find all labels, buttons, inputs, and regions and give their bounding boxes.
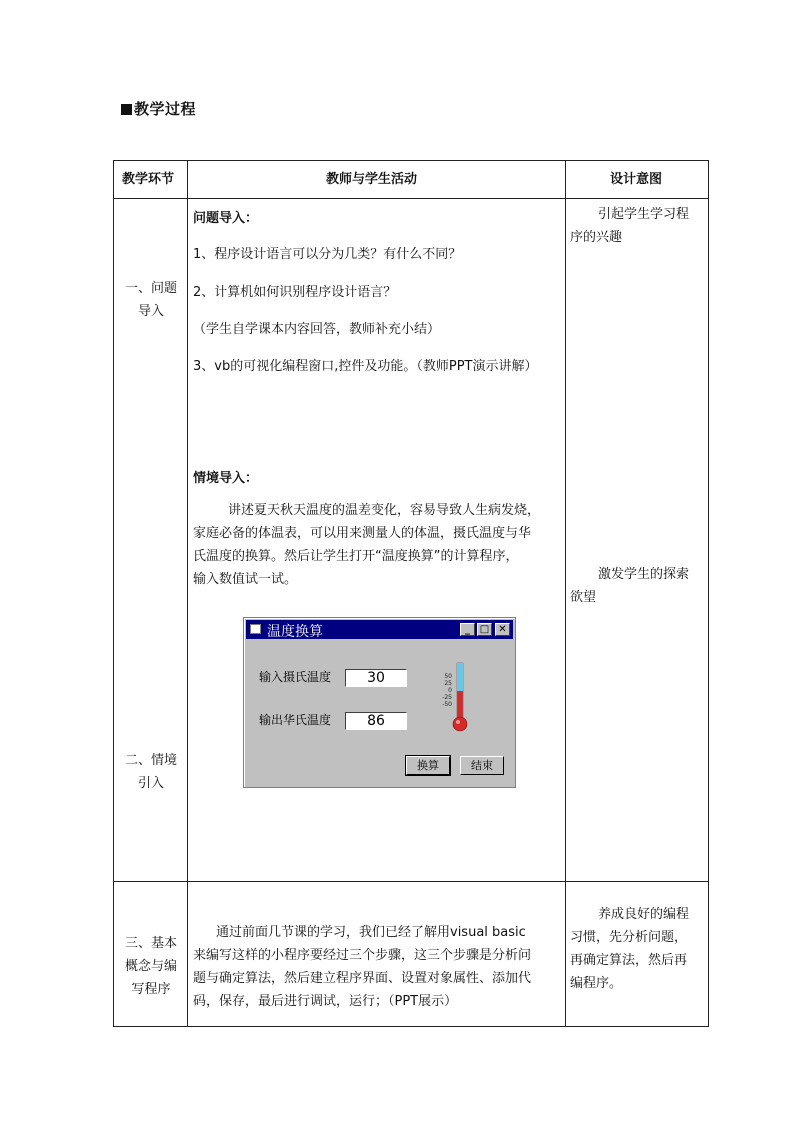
stage-3: 三、基本 概念与编 写程序 — [124, 936, 177, 997]
intent-2: 激发学生的探索 欲望 — [570, 567, 690, 605]
app-icon — [250, 624, 261, 634]
end-button[interactable]: 结束 — [460, 756, 504, 775]
square-bullet-icon — [121, 104, 132, 115]
lesson-table — [113, 160, 709, 1027]
convert-button[interactable]: 换算 — [406, 756, 450, 775]
row-divider — [114, 198, 708, 199]
thermometer-icon — [452, 662, 468, 734]
question-1: 1、程序设计语言可以分为几类？有什么不同？ — [193, 247, 462, 262]
fahrenheit-label: 输出华氏温度 — [259, 713, 332, 727]
stage-2: 二、情境 引入 — [124, 753, 177, 791]
section-heading: 教学过程 — [121, 98, 196, 119]
header-intent: 设计意图 — [610, 172, 663, 187]
celsius-label: 输入摄氏温度 — [259, 670, 332, 684]
concept-paragraph: 通过前面几节课的学习，我们已经了解用visual basic 来编写这样的小程序要经过三个步骤，这三个步骤是分析问 题与确定算法，然后建立程序界面、设置对象属性、添加代 码，保存，最后进行调试，运行；（PPT展示） — [193, 925, 532, 1009]
thermometer-scale: 50 25 0 -25 -50 — [442, 673, 452, 708]
header-stage: 教学环节 — [122, 172, 175, 187]
minimize-icon[interactable]: _ — [460, 623, 475, 636]
intent-3: 养成良好的编程 习惯，先分析问题， 再确定算法，然后再 编程序。 — [570, 907, 690, 991]
window-title: 温度换算 — [267, 624, 323, 640]
row-divider — [114, 881, 708, 882]
question-2: 2、计算机如何识别程序设计语言？ — [193, 285, 397, 300]
maximize-icon[interactable]: □ — [477, 623, 492, 636]
intent-1: 引起学生学习程 序的兴趣 — [570, 207, 690, 245]
column-divider — [187, 161, 188, 1026]
student-note: （学生自学课本内容回答，教师补充小结） — [193, 322, 441, 337]
fahrenheit-output: 86 — [345, 712, 407, 730]
problem-intro-title: 问题导入： — [193, 211, 259, 226]
temperature-converter-window — [243, 617, 516, 788]
window-titlebar — [246, 620, 513, 639]
stage-1: 一、问题 导入 — [124, 281, 177, 319]
close-icon[interactable]: ✕ — [495, 623, 510, 636]
scenario-paragraph: 讲述夏天秋天温度的温差变化，容易导致人生病发烧， 家庭必备的体温表，可以用来测量人的体温，摄氏温度与华 氏温度的换算。然后让学生打开“温度换算”的计算程序， 输入数值试一试。 — [193, 503, 541, 587]
celsius-input[interactable]: 30 — [345, 669, 407, 687]
question-3: 3、vb的可视化编程窗口,控件及功能。（教师PPT演示讲解） — [193, 359, 538, 374]
column-divider — [565, 161, 566, 1026]
scenario-intro-title: 情境导入： — [193, 471, 259, 486]
header-activity: 教师与学生活动 — [326, 172, 418, 187]
